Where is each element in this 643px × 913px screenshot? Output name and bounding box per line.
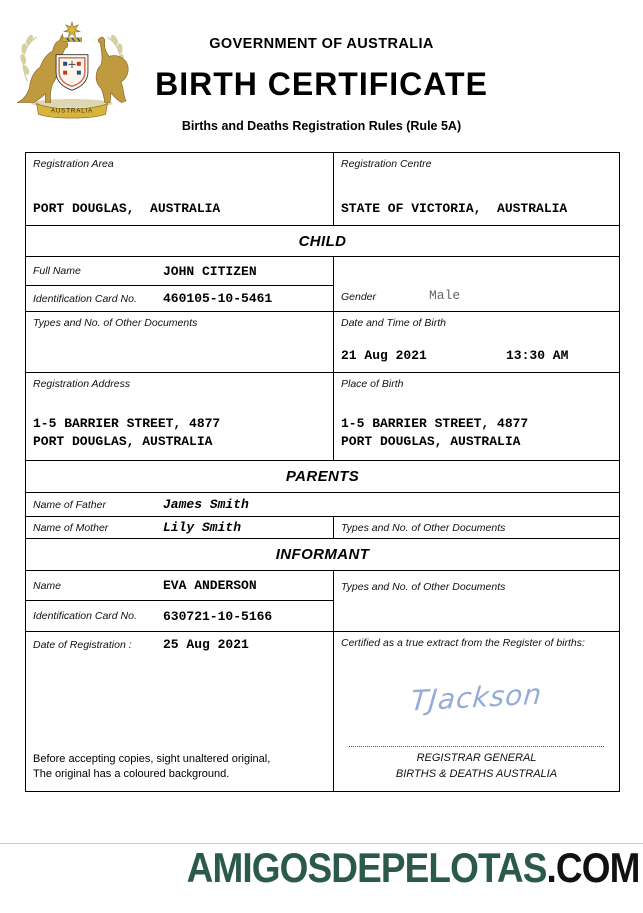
informant-id-label: Identification Card No. bbox=[33, 610, 137, 622]
copy-notice bbox=[33, 752, 326, 782]
registration-address-line1: 1-5 BARRIER STREET, 4877 bbox=[33, 416, 221, 431]
registration-centre-label: Registration Centre bbox=[341, 158, 432, 170]
gender-value: Male bbox=[429, 288, 461, 303]
certified-extract-label: Certified as a true extract from the Register of births: bbox=[341, 637, 585, 649]
informant-section-header bbox=[26, 539, 619, 571]
address-row bbox=[26, 373, 619, 461]
copy-notice-line1: Before accepting copies, sight unaltered original, bbox=[33, 753, 271, 766]
certified-extract-cell bbox=[334, 632, 619, 791]
mother-row bbox=[26, 517, 619, 539]
parents-section-title: PARENTS bbox=[285, 468, 360, 485]
informant-other-docs-cell bbox=[334, 571, 619, 631]
child-other-docs-label: Types and No. of Other Documents bbox=[33, 317, 198, 329]
father-row bbox=[26, 493, 619, 517]
informant-other-docs-label: Types and No. of Other Documents bbox=[341, 581, 506, 593]
birth-date-value: 21 Aug 2021 bbox=[341, 348, 427, 363]
certification-row bbox=[26, 632, 619, 791]
registration-address-cell bbox=[26, 373, 334, 460]
informant-name-value: EVA ANDERSON bbox=[163, 578, 257, 593]
parents-other-docs-cell bbox=[334, 517, 619, 538]
informant-name-id-row bbox=[26, 571, 619, 632]
informant-section-title: INFORMANT bbox=[275, 546, 370, 563]
place-of-birth-line2: PORT DOUGLAS, AUSTRALIA bbox=[341, 434, 521, 449]
child-id-value: 460105-10-5461 bbox=[163, 291, 273, 306]
informant-name-label: Name bbox=[33, 579, 62, 592]
registration-centre-cell bbox=[334, 153, 619, 225]
mother-label: Name of Mother bbox=[33, 521, 109, 534]
government-heading: GOVERNMENT OF AUSTRALIA bbox=[209, 36, 434, 52]
date-of-registration-label: Date of Registration : bbox=[33, 638, 132, 651]
banner-text: AUSTRALIA bbox=[50, 107, 94, 115]
informant-name-subrow bbox=[26, 571, 333, 601]
child-section-header bbox=[26, 226, 619, 257]
mother-value: Lily Smith bbox=[163, 520, 242, 535]
birth-datetime-label: Date and Time of Birth bbox=[341, 317, 446, 329]
informant-id-subrow bbox=[26, 601, 333, 631]
mother-cell bbox=[26, 517, 334, 538]
registration-centre-value: STATE OF VICTORIA, AUSTRALIA bbox=[341, 201, 568, 216]
child-name-id-cell bbox=[26, 257, 334, 311]
date-of-registration-cell bbox=[26, 632, 334, 791]
copy-notice-line2: The original has a coloured background. bbox=[33, 768, 230, 781]
rules-subtitle: Births and Deaths Registration Rules (Rule 5A) bbox=[181, 119, 462, 133]
registration-address-label: Registration Address bbox=[33, 378, 131, 390]
child-name-id-row bbox=[26, 257, 619, 312]
informant-name-id-cell bbox=[26, 571, 334, 631]
full-name-subrow bbox=[26, 257, 333, 286]
watermark-brand: AMIGOSDEPELOTAS bbox=[186, 844, 547, 891]
father-cell bbox=[26, 493, 619, 516]
place-of-birth-label: Place of Birth bbox=[341, 378, 404, 390]
births-deaths-line: BIRTHS & DEATHS AUSTRALIA bbox=[395, 768, 558, 781]
full-name-label: Full Name bbox=[33, 265, 81, 277]
place-of-birth-cell bbox=[334, 373, 619, 460]
birth-time-value: 13:30 AM bbox=[506, 348, 569, 363]
date-of-registration-value: 25 Aug 2021 bbox=[163, 637, 249, 652]
registration-row bbox=[26, 153, 619, 226]
father-value: James Smith bbox=[163, 497, 249, 512]
certificate-header bbox=[0, 0, 643, 133]
birth-datetime-cell bbox=[334, 312, 619, 372]
certificate-table bbox=[25, 152, 620, 792]
registration-area-value: PORT DOUGLAS, AUSTRALIA bbox=[33, 201, 221, 216]
registrar-general-line: REGISTRAR GENERAL bbox=[416, 752, 537, 765]
gender-label: Gender bbox=[341, 291, 377, 303]
watermark-bar bbox=[0, 843, 643, 890]
registration-address-line2: PORT DOUGLAS, AUSTRALIA bbox=[33, 434, 213, 449]
certificate-title: BIRTH CERTIFICATE bbox=[155, 66, 488, 102]
registration-area-label: Registration Area bbox=[33, 158, 114, 170]
full-name-value: JOHN CITIZEN bbox=[163, 263, 257, 279]
parents-section-header bbox=[26, 461, 619, 493]
child-id-label: Identification Card No. bbox=[33, 292, 137, 305]
child-id-subrow bbox=[26, 286, 333, 311]
informant-id-value: 630721-10-5166 bbox=[163, 608, 273, 624]
registrar-block bbox=[341, 746, 612, 783]
watermark-text bbox=[77, 846, 643, 890]
father-label: Name of Father bbox=[33, 498, 106, 511]
gender-cell bbox=[334, 257, 619, 311]
parents-other-docs-label: Types and No. of Other Documents bbox=[341, 521, 506, 534]
docs-birth-row bbox=[26, 312, 619, 373]
registration-area-cell bbox=[26, 153, 334, 225]
child-other-docs-cell bbox=[26, 312, 334, 372]
place-of-birth-line1: 1-5 BARRIER STREET, 4877 bbox=[341, 416, 529, 431]
child-section-title: CHILD bbox=[298, 232, 347, 250]
watermark-tld: .COM bbox=[546, 844, 640, 891]
registrar-signature: TJackson bbox=[409, 677, 544, 718]
